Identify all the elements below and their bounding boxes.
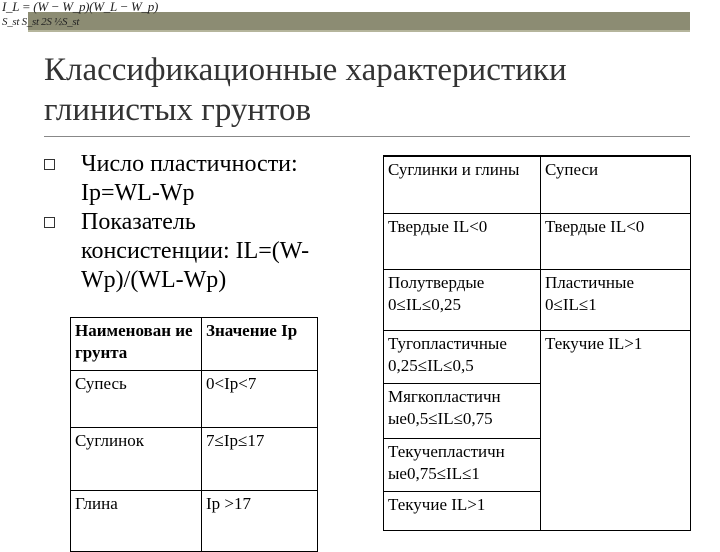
square-bullet-icon xyxy=(44,217,55,228)
table-header-cell: Значение Ip xyxy=(202,318,318,371)
table-cell xyxy=(541,492,691,531)
table-row xyxy=(384,439,691,492)
table-header-row xyxy=(384,156,691,214)
formula-fragment xyxy=(2,0,158,28)
table-row xyxy=(71,491,318,552)
table-cell: 7≤Ip≤17 xyxy=(202,428,318,491)
table-header-cell: Супеси xyxy=(541,156,691,214)
bullet-text: Показатель консистенции: IL=(W-Wp)/(WL-Wp) xyxy=(81,209,310,293)
formula-line-2: S_st S_st 2S ½S_st xyxy=(2,16,80,28)
square-bullet-icon xyxy=(44,159,55,170)
table-header-cell: Суглинки и глины xyxy=(384,156,541,214)
table-cell xyxy=(541,439,691,492)
table-row xyxy=(384,214,691,270)
table-cell: Текучие IL>1 xyxy=(384,492,541,531)
table-cell: Текучепластичн ые0,75≤IL≤1 xyxy=(384,439,541,492)
bullet-item xyxy=(44,150,334,208)
plasticity-index-table xyxy=(70,317,318,552)
bullet-list xyxy=(44,150,334,295)
table-row xyxy=(384,331,691,384)
table-cell: Твердые IL<0 xyxy=(541,214,691,270)
table-cell: Пластичные 0≤IL≤1 xyxy=(541,270,691,331)
table-row xyxy=(384,384,691,439)
table-header-row xyxy=(71,318,318,371)
table-cell: Суглинок xyxy=(71,428,202,491)
table-cell: Супесь xyxy=(71,371,202,428)
table-cell: 0<Ip<7 xyxy=(202,371,318,428)
table-row xyxy=(384,270,691,331)
formula-line-1: I_L = (W − W_p)(W_L − W_p) xyxy=(2,0,158,14)
table-cell: Глина xyxy=(71,491,202,552)
table-cell: Твердые IL<0 xyxy=(384,214,541,270)
table-cell: Текучие IL>1 xyxy=(541,331,691,384)
table-cell: Полутвердые 0≤IL≤0,25 xyxy=(384,270,541,331)
table-header-cell: Наименован ие грунта xyxy=(71,318,202,371)
bullet-text: Число пластичности: Ip=WL-Wp xyxy=(81,151,298,206)
table-row xyxy=(71,371,318,428)
table-cell: Тугопластичные 0,25≤IL≤0,5 xyxy=(384,331,541,384)
title-divider xyxy=(44,136,690,137)
consistency-table xyxy=(383,155,691,531)
bullet-item xyxy=(44,208,334,295)
table-cell: Ip >17 xyxy=(202,491,318,552)
slide-top-bar-accent xyxy=(28,30,690,32)
table-cell xyxy=(541,384,691,439)
slide-top-bar xyxy=(28,12,690,30)
table-row xyxy=(71,428,318,491)
slide-title: Классификационные характеристики глинистых грунтов xyxy=(44,52,567,128)
table-cell: Мягкопластичн ые0,5≤IL≤0,75 xyxy=(384,384,541,439)
table-row xyxy=(384,492,691,531)
